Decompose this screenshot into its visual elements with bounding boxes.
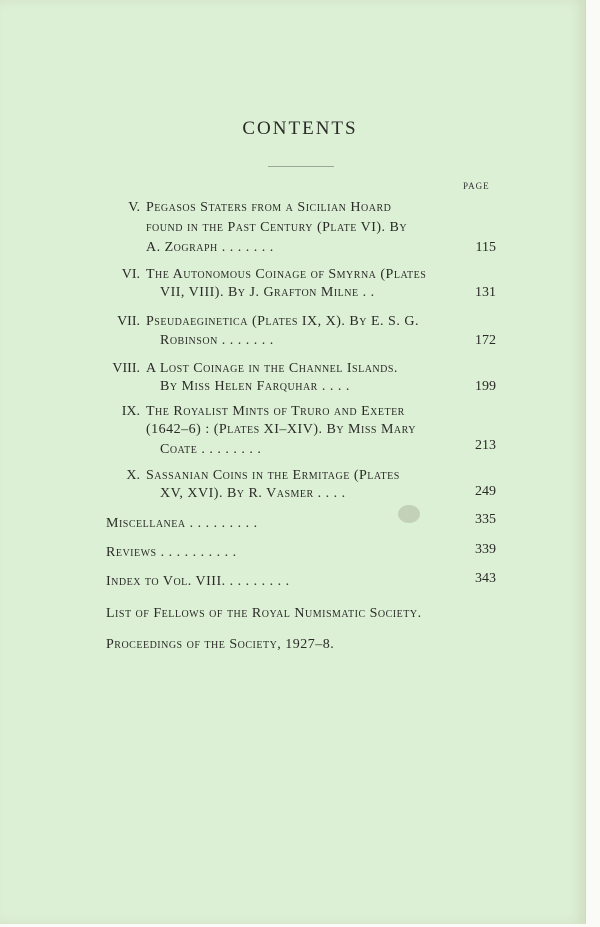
misc-label: Miscellanea . . . . . . . . .: [106, 516, 258, 531]
entry-line: (1642–6) : (Plates XI–XIV). By Miss Mary: [146, 422, 416, 437]
entry-line: Robinson . . . . . . .: [160, 333, 274, 348]
entry-line: XV, XVI). By R. Vasmer . . . .: [160, 486, 346, 501]
entry-number: IX.: [121, 404, 140, 419]
entry-line: Pegasos Staters from a Sicilian Hoard: [146, 200, 392, 215]
page-column-label: PAGE: [463, 181, 490, 191]
entry-line: By Miss Helen Farquhar . . . .: [160, 379, 350, 394]
misc-label: List of Fellows of the Royal Numismatic Society.: [106, 606, 422, 621]
entry-line: Pseudaeginetica (Plates IX, X). By E. S. G.: [146, 314, 419, 329]
title-rule: [268, 166, 334, 167]
entry-line: Sassanian Coins in the Ermitage (Plates: [146, 468, 400, 483]
entry-number: VI.: [121, 267, 140, 282]
entry-line: A. Zograph . . . . . . .: [146, 240, 274, 255]
entry-number: X.: [126, 468, 140, 483]
misc-page: 339: [475, 542, 496, 557]
entry-line: VII, VIII). By J. Grafton Milne . .: [160, 285, 375, 300]
misc-label: Reviews . . . . . . . . . .: [106, 545, 237, 560]
entry-page: 131: [475, 285, 496, 300]
entry-number: VII.: [117, 314, 140, 329]
misc-label: Proceedings of the Society, 1927–8.: [106, 637, 335, 652]
entry-line: The Autonomous Coinage of Smyrna (Plates: [146, 267, 427, 282]
entry-page: 199: [475, 379, 496, 394]
entry-line: found in the Past Century (Plate VI). By: [146, 220, 408, 235]
entry-number: VIII.: [112, 361, 140, 376]
entry-page: 213: [475, 438, 496, 453]
entry-line: The Royalist Mints of Truro and Exeter: [146, 404, 405, 419]
entry-line: A Lost Coinage in the Channel Islands.: [146, 361, 398, 376]
entry-page: 172: [475, 333, 496, 348]
misc-page: 343: [475, 571, 496, 586]
entry-page: 249: [475, 484, 496, 499]
misc-page: 335: [475, 512, 496, 527]
paper-stain: [398, 505, 420, 523]
entry-number: V.: [128, 200, 140, 215]
page-title: CONTENTS: [242, 118, 358, 139]
entry-page: 115: [475, 240, 496, 255]
entry-line: Coate . . . . . . . .: [160, 442, 262, 457]
misc-label: Index to Vol. VIII. . . . . . . . .: [106, 574, 290, 589]
